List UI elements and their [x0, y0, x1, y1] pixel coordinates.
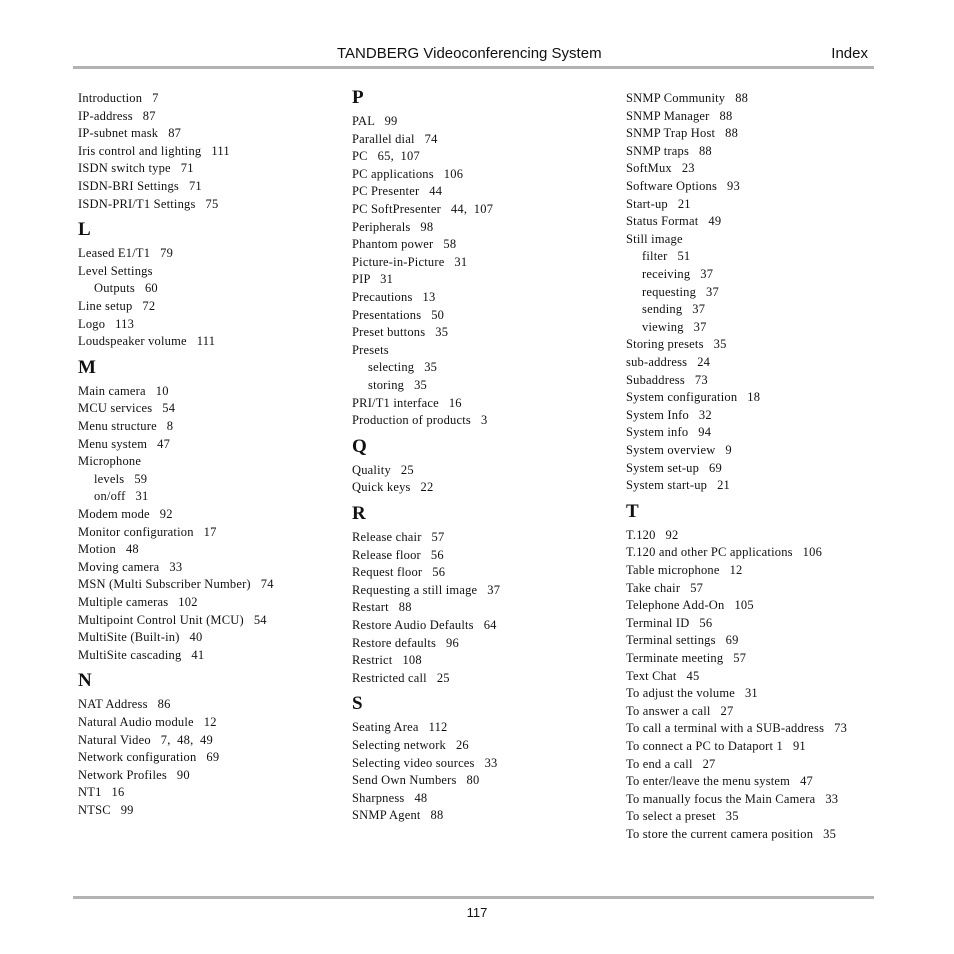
index-entry: Preset buttons 35: [352, 325, 449, 340]
index-entry: Loudspeaker volume 111: [78, 334, 216, 349]
index-entry: SNMP Community 88: [626, 91, 749, 105]
index-entry: Multipoint Control Unit (MCU) 54: [78, 612, 267, 627]
index-subentry: on/off 31: [94, 489, 149, 504]
index-entry: SNMP Agent 88: [352, 808, 444, 823]
index-entry: Restricted call 25: [352, 670, 450, 685]
index-entry: To manually focus the Main Camera 33: [626, 791, 839, 806]
index-entry: Status Format 49: [626, 214, 722, 229]
index-entry: Motion 48: [78, 542, 139, 557]
index-entry: Requesting a still image 37: [352, 582, 501, 597]
index-entry: Sharpness 48: [352, 790, 428, 805]
index-entry: To answer a call 27: [626, 703, 734, 718]
index-entry: Main camera 10: [78, 383, 169, 398]
index-entry: PC 65, 107: [352, 149, 420, 164]
index-entry: Leased E1/T1 79: [78, 246, 174, 261]
index-entry: IP-subnet mask 87: [78, 126, 182, 141]
index-entry: To store the current camera position 35: [626, 827, 837, 841]
index-entry: Send Own Numbers 80: [352, 773, 480, 788]
index-entry: Restore Audio Defaults 64: [352, 618, 497, 632]
index-entry: Menu structure 8: [78, 419, 174, 433]
index-entry: NAT Address 86: [78, 697, 171, 712]
index-entry: Telephone Add-On 105: [626, 598, 754, 613]
index-entry: To enter/leave the menu system 47: [626, 774, 813, 789]
index-entry: Presets: [352, 342, 389, 357]
index-entry: Microphone: [78, 454, 142, 469]
index-entry: sub-address 24: [626, 355, 711, 369]
index-entry: Terminate meeting 57: [626, 651, 747, 665]
index-entry: Line setup 72: [78, 299, 156, 313]
index-entry: Release chair 57: [352, 530, 445, 544]
index-entry: ISDN-PRI/T1 Settings 75: [78, 196, 219, 211]
index-entry: Take chair 57: [626, 580, 704, 595]
index-entry: Modem mode 92: [78, 507, 173, 521]
index-entry: SNMP Trap Host 88: [626, 126, 739, 141]
index-entry: Quality 25: [352, 462, 414, 477]
index-entry: MultiSite cascading 41: [78, 647, 205, 662]
index-entry: Release floor 56: [352, 547, 444, 562]
index-entry: PAL 99: [352, 114, 398, 128]
index-entry: Logo 113: [78, 316, 135, 331]
header-title: TANDBERG Videoconferencing System: [337, 45, 602, 62]
index-letter-heading: S: [352, 693, 363, 715]
index-entry: ISDN-BRI Settings 71: [78, 179, 202, 193]
index-entry: Terminal ID 56: [626, 615, 713, 630]
index-letter-heading: P: [352, 87, 364, 108]
index-entry: System info 94: [626, 425, 712, 440]
index-entry: Subaddress 73: [626, 372, 708, 387]
index-letter-heading: Q: [352, 435, 367, 457]
index-entry: Seating Area 112: [352, 720, 448, 735]
index-entry: SNMP Manager 88: [626, 108, 733, 123]
index-entry: Presentations 50: [352, 307, 445, 322]
index-entry: Introduction 7: [78, 91, 159, 105]
index-entry: NTSC 99: [78, 803, 134, 817]
index-entry: Terminal settings 69: [626, 633, 739, 648]
index-entry: To end a call 27: [626, 756, 716, 771]
index-entry: PIP 31: [352, 272, 394, 287]
index-entry: SoftMux 23: [626, 161, 695, 176]
index-entry: System overview 9: [626, 443, 732, 457]
index-entry: MSN (Multi Subscriber Number) 74: [78, 577, 274, 592]
index-entry: Selecting video sources 33: [352, 755, 498, 770]
index-entry: PC applications 106: [352, 166, 464, 181]
index-entry: SNMP traps 88: [626, 143, 712, 158]
index-entry: Storing presets 35: [626, 337, 727, 352]
index-entry: To call a terminal with a SUB-address 73: [626, 721, 848, 736]
index-entry: Natural Video 7, 48, 49: [78, 732, 213, 747]
index-subentry: viewing 37: [642, 319, 707, 334]
index-entry: Restrict 108: [352, 653, 422, 668]
index-entry: Table microphone 12: [626, 563, 743, 577]
index-entry: System Info 32: [626, 407, 712, 422]
index-letter-heading: M: [78, 356, 96, 378]
index-entry: To select a preset 35: [626, 809, 739, 824]
index-entry: PRI/T1 interface 16: [352, 395, 462, 410]
index-entry: Phantom power 58: [352, 237, 457, 252]
page-number: 117: [466, 905, 488, 920]
index-entry: PC Presenter 44: [352, 184, 443, 199]
index-subentry: filter 51: [642, 249, 691, 264]
index-entry: To adjust the volume 31: [626, 686, 758, 701]
index-entry: Picture-in-Picture 31: [352, 254, 468, 269]
index-entry: Text Chat 45: [626, 668, 700, 683]
index-entry: Network Profiles 90: [78, 767, 190, 782]
index-entry: System set-up 69: [626, 460, 722, 475]
index-subentry: levels 59: [94, 471, 148, 486]
index-letter-heading: T: [626, 500, 639, 522]
footer-rule: [73, 896, 874, 899]
index-letter-heading: L: [78, 219, 91, 241]
index-entry: T.120 92: [626, 527, 679, 542]
index-entry: Iris control and lighting 111: [78, 143, 230, 158]
index-subentry: receiving 37: [642, 267, 714, 281]
index-entry: Network configuration 69: [78, 750, 220, 765]
index-entry: NT1 16: [78, 785, 125, 800]
index-entry: Software Options 93: [626, 179, 740, 193]
index-subentry: selecting 35: [368, 360, 438, 375]
header-section: Index: [831, 45, 868, 62]
index-entry: To connect a PC to Dataport 1 91: [626, 739, 806, 753]
index-entry: Multiple cameras 102: [78, 595, 198, 609]
index-entry: Still image: [626, 231, 683, 246]
index-entry: System start-up 21: [626, 478, 730, 493]
index-entry: Menu system 47: [78, 436, 171, 451]
index-entry: MultiSite (Built-in) 40: [78, 630, 203, 645]
index-entry: PC SoftPresenter 44, 107: [352, 202, 494, 216]
index-subentry: storing 35: [368, 378, 427, 392]
index-entry: T.120 and other PC applications 106: [626, 545, 823, 560]
index-letter-heading: R: [352, 503, 366, 524]
index-entry: Natural Audio module 12: [78, 715, 217, 729]
index-entry: Moving camera 33: [78, 559, 183, 574]
index-entry: Request floor 56: [352, 565, 446, 580]
index-entry: Peripherals 98: [352, 219, 434, 234]
index-entry: Precautions 13: [352, 290, 436, 304]
index-entry: Production of products 3: [352, 413, 488, 428]
index-entry: Level Settings: [78, 263, 153, 278]
index-entry: MCU services 54: [78, 401, 176, 416]
index-subentry: Outputs 60: [94, 281, 158, 296]
index-entry: Start-up 21: [626, 196, 691, 211]
index-subentry: requesting 37: [642, 284, 719, 299]
index-entry: Parallel dial 74: [352, 131, 438, 146]
index-entry: Monitor configuration 17: [78, 524, 217, 539]
index-entry: Restore defaults 96: [352, 635, 459, 650]
index-subentry: sending 37: [642, 302, 706, 317]
index-entry: System configuration 18: [626, 390, 761, 405]
index-entry: IP-address 87: [78, 108, 156, 123]
index-letter-heading: N: [78, 670, 92, 692]
index-entry: Restart 88: [352, 600, 412, 615]
index-entry: Quick keys 22: [352, 480, 434, 495]
header-rule: [73, 66, 874, 69]
index-entry: Selecting network 26: [352, 738, 469, 752]
index-entry: ISDN switch type 71: [78, 161, 194, 176]
